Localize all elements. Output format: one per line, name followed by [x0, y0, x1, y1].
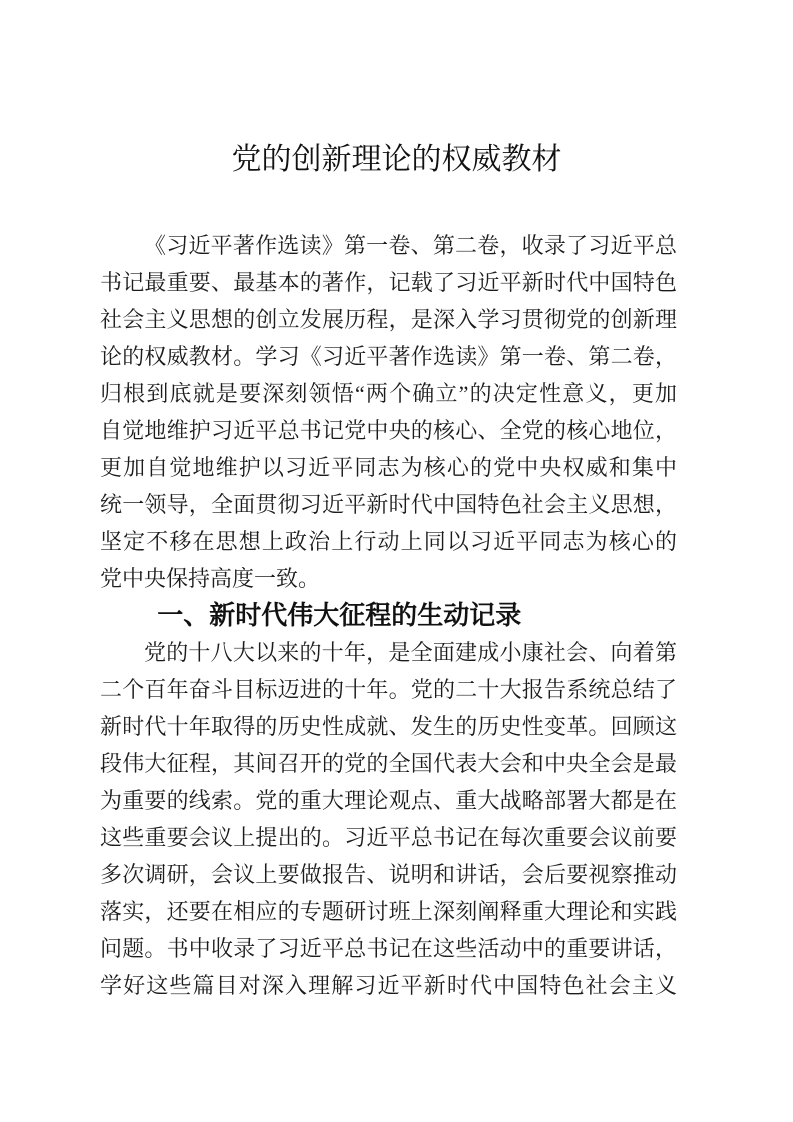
paragraph-line: 社会主义思想的创立发展历程，是深入学习贯彻党的创新理: [100, 307, 677, 332]
paragraph-line: 党中央保持高度一致。: [100, 566, 321, 591]
section-heading: 一、新时代伟大征程的生动记录: [157, 600, 522, 630]
paragraph-line: 这些重要会议上提出的。习近平总书记在每次重要会议前要: [100, 825, 677, 850]
paragraph-line: 为重要的线索。党的重大理论观点、重大战略部署大都是在: [100, 788, 677, 813]
paragraph-line: 段伟大征程，其间召开的党的全国代表大会和中央全会是最: [100, 751, 677, 776]
paragraph-line: 落实，还要在相应的专题研讨班上深刻阐释重大理论和实践: [100, 899, 677, 924]
document-body: [100, 227, 677, 1004]
paragraph-line: 自觉地维护习近平总书记党中央的核心、全党的核心地位，: [100, 418, 677, 443]
paragraph-line: 坚定不移在思想上政治上行动上同以习近平同志为核心的: [100, 529, 677, 554]
paragraph-line: 统一领导，全面贯彻习近平新时代中国特色社会主义思想，: [100, 492, 677, 517]
paragraph-line: 书记最重要、最基本的著作，记载了习近平新时代中国特色: [100, 270, 677, 295]
paragraph-line: 多次调研，会议上要做报告、说明和讲话，会后要视察推动: [100, 862, 677, 887]
paragraph-line: 更加自觉地维护以习近平同志为核心的党中央权威和集中: [100, 455, 677, 480]
paragraph-line: 问题。书中收录了习近平总书记在这些活动中的重要讲话，: [100, 936, 677, 961]
paragraph-line: 归根到底就是要深刻领悟“两个确立”的决定性意义，更加: [100, 381, 677, 406]
paragraph-line: 二个百年奋斗目标迈进的十年。党的二十大报告系统总结了: [100, 677, 677, 702]
document-title: 党的创新理论的权威教材: [231, 143, 562, 176]
paragraph-line: 论的权威教材。学习《习近平著作选读》第一卷、第二卷，: [100, 344, 677, 369]
paragraph-line: 新时代十年取得的历史性成就、发生的历史性变革。回顾这: [100, 714, 677, 739]
paragraph-line: 学好这些篇目对深入理解习近平新时代中国特色社会主义: [100, 973, 677, 998]
paragraph-line: 党的十八大以来的十年，是全面建成小康社会、向着第: [144, 640, 677, 665]
paragraph-line: 《习近平著作选读》第一卷、第二卷，收录了习近平总: [144, 233, 677, 258]
